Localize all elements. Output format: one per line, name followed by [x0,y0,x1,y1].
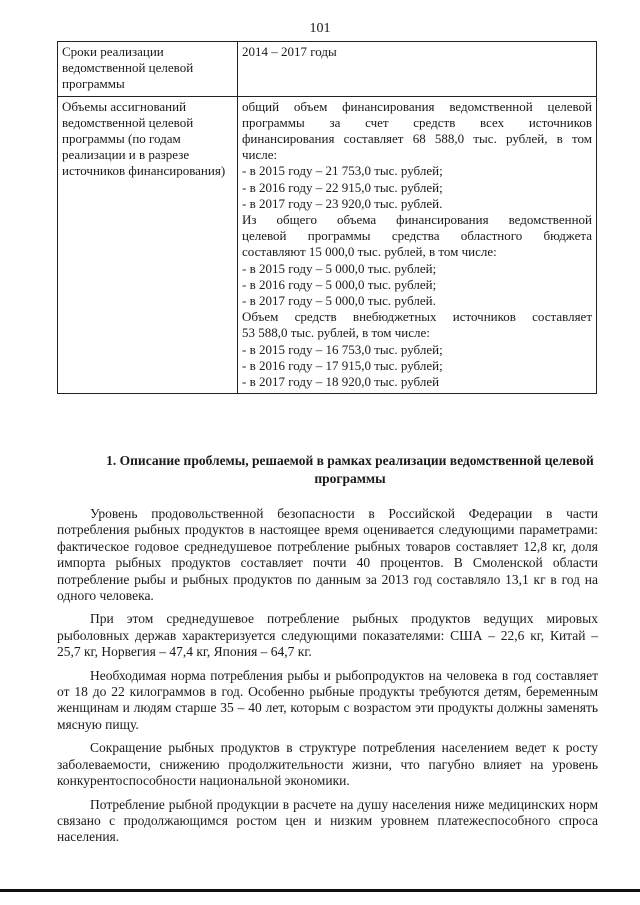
paragraph: Необходимая норма потребления рыбы и рыбопродуктов на человека в год составляет от 18 до 22 килограммов в год. Особенно рыбные продукты требуются детям, беременным женщинам и людям старше 35 – 40 лет, которым с возрастом эти продукты должны заменять мясную пищу. [57,667,598,732]
value-line: - в 2017 году – 23 920,0 тыс. рублей. [242,195,443,211]
row-value-funding [238,96,597,394]
row-value-timeline [238,42,597,97]
value-line: - в 2016 году – 22 915,0 тыс. рублей; [242,179,443,195]
value-line: - в 2015 году – 5 000,0 тыс. рублей; [242,260,437,276]
value-line: - в 2017 году – 5 000,0 тыс. рублей. [242,293,436,309]
row-label-timeline: Сроки реализации ведомственной целевой программы [58,42,238,97]
program-passport-table [57,41,597,394]
value-line: программы за счет средств всех источников [242,114,592,130]
value-line: Объем средств внебюджетных источников составляет [242,309,592,325]
value-line: составляют 15 000,0 тыс. рублей, в том числе: [242,244,497,260]
value-line: - в 2016 году – 17 915,0 тыс. рублей; [242,357,443,373]
value-line: - в 2015 году – 21 753,0 тыс. рублей; [242,163,443,179]
section-heading: 1. Описание проблемы, решаемой в рамках реализации ведомственной целевой программы [106,453,594,486]
footer-rule [0,889,640,892]
value-line: - в 2017 году – 18 920,0 тыс. рублей [242,374,440,390]
section-body [57,506,598,853]
value-line: числе: [242,147,278,163]
value-line: общий объем финансирования ведомственной целевой [242,98,592,114]
table-row [58,96,597,394]
value-line: 2014 – 2017 годы [242,44,337,59]
paragraph: Уровень продовольственной безопасности в Российской Федерации в части потребления рыбных продуктов в настоящее время оценивается следующими параметрами: фактическое годовое среднедушевое потребление рыбных товаров составляет 12,8 кг, доля импорта рыбных продуктов составляет почти 40 процентов. В Смоленской области потребление рыбы и рыбных продуктов по данным за 2013 год составляло 13,1 кг в год на одного человека. [57,506,598,604]
value-line: Из общего объема финансирования ведомственной [242,212,592,228]
value-line: - в 2015 году – 16 753,0 тыс. рублей; [242,341,443,357]
table-row [58,42,597,97]
paragraph: При этом среднедушевое потребление рыбных продуктов ведущих мировых рыболовных держав характеризуется следующими показателями: США – 22,6 кг, Китай – 25,7 кг, Норвегия – 47,4 кг, Япония – 64,7 кг. [57,611,598,660]
paragraph: Потребление рыбной продукции в расчете на душу населения ниже медицинских норм связано с продолжающимся ростом цен и низким уровнем платежеспособного спроса населения. [57,796,598,845]
value-line: 53 588,0 тыс. рублей, в том числе: [242,325,430,341]
paragraph: Сокращение рыбных продуктов в структуре потребления населением ведет к росту заболеваемости, снижению продолжительности жизни, что пагубно влияет на уровень конкурентоспособности национальной экономики. [57,740,598,789]
value-line: финансирования составляет 68 588,0 тыс. рублей, в том [242,131,592,147]
value-line: - в 2016 году – 5 000,0 тыс. рублей; [242,276,437,292]
row-label-funding: Объемы ассигнований ведомственной целевой программы (по годам реализации и в разрезе источников финансирования) [58,96,238,394]
value-line: целевой программы средства областного бюджета [242,228,592,244]
page-number: 101 [309,21,331,36]
